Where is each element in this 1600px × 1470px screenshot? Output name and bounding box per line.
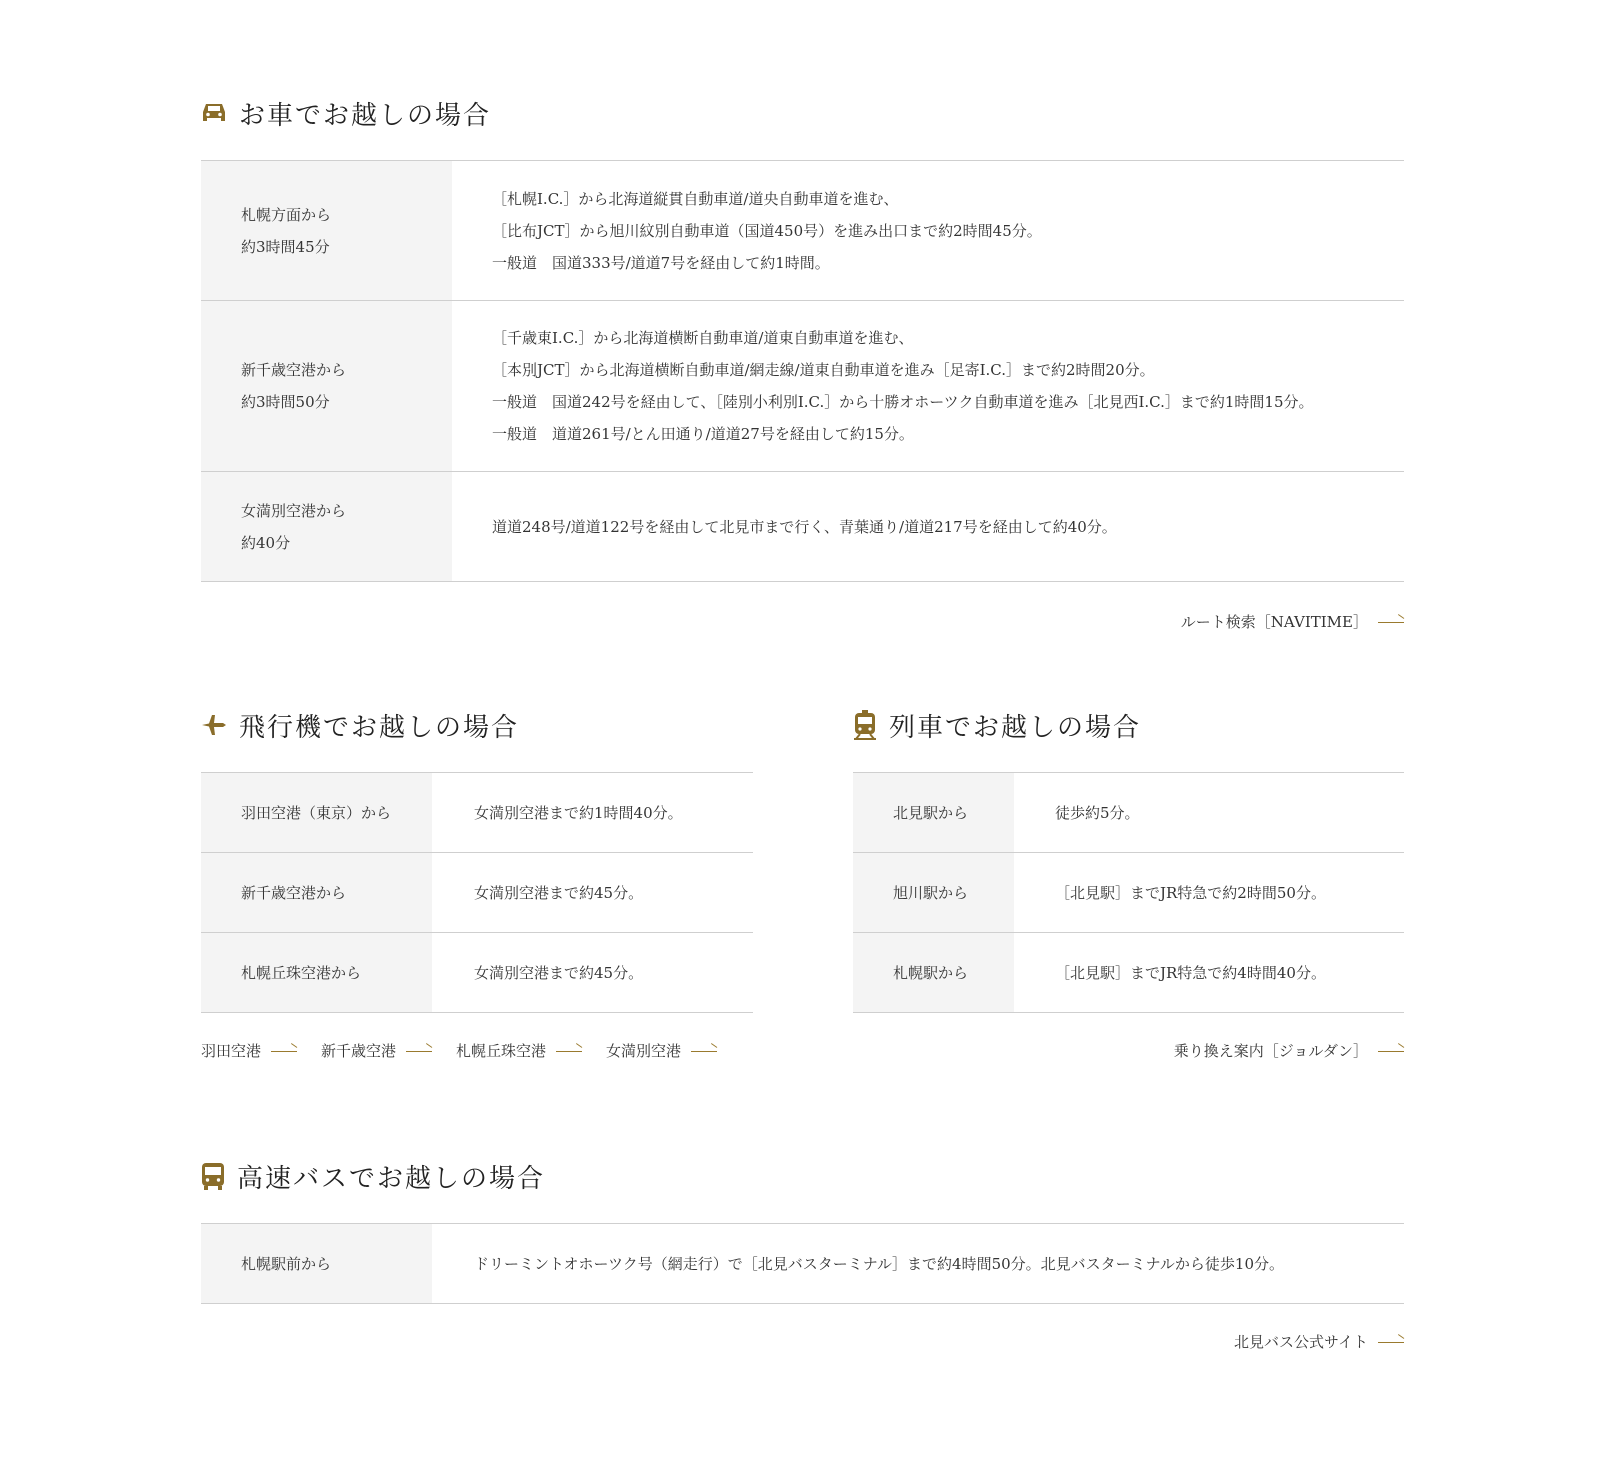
table-row [853, 853, 1404, 933]
row-detail: ［札幌I.C.］から北海道縦貫自動車道/道央自動車道を進む、 ［比布JCT］から旭川紋別自動車道（国道450号）を進み出口まで約2時間45分。 一般道 国道333号/道道7号を経由して約1時間。 [452, 161, 1404, 301]
train-table [853, 772, 1404, 1013]
bus-section [201, 1156, 1404, 1353]
bus-table [201, 1223, 1404, 1304]
row-detail: 女満別空港まで約45分。 [432, 853, 753, 933]
arrow-right-icon [406, 1046, 432, 1054]
row-detail: ［北見駅］までJR特急で約2時間50分。 [1014, 853, 1404, 933]
table-row [201, 161, 1404, 301]
row-detail: 道道248号/道道122号を経由して北見市まで行く、青葉通り/道道217号を経由して約40分。 [452, 472, 1404, 582]
plane-table [201, 772, 753, 1013]
car-section [201, 93, 1404, 633]
row-label: 札幌駅から [853, 933, 1014, 1013]
car-icon [201, 101, 227, 125]
arrow-right-icon [556, 1046, 582, 1054]
row-label: 羽田空港（東京）から [201, 773, 432, 853]
table-row [201, 773, 753, 853]
row-detail: ［千歳東I.C.］から北海道横断自動車道/道東自動車道を進む、 ［本別JCT］から北海道横断自動車道/網走線/道東自動車道を進み［足寄I.C.］まで約2時間20分。 一般道 国道242号を経由して、［陸別小利別I.C.］から十勝オホーツク自動車道を進み［北見西I.C.］まで約1時間15分。 一般道 道道261号/とん田通り/道道27号を経由して約15分。 [452, 301, 1404, 472]
haneda-link[interactable]: 羽田空港 [201, 1040, 297, 1061]
arrow-right-icon [271, 1046, 297, 1054]
arrow-right-icon [1378, 617, 1404, 625]
car-title: お車でお越しの場合 [239, 100, 492, 131]
row-detail: 徒歩約5分。 [1014, 773, 1404, 853]
train-heading [853, 705, 1404, 745]
kitami-bus-link[interactable]: 北見バス公式サイト [1234, 1331, 1404, 1352]
arrow-right-icon [1378, 1337, 1404, 1345]
table-row [853, 933, 1404, 1013]
table-row [853, 773, 1404, 853]
arrow-right-icon [691, 1046, 717, 1054]
row-detail: ドリーミントオホーツク号（網走行）で［北見バスターミナル］まで約4時間50分。北見バスターミナルから徒歩10分。 [432, 1224, 1404, 1304]
arrow-right-icon [1378, 1046, 1404, 1054]
plane-heading [201, 705, 753, 745]
okadama-link[interactable]: 札幌丘珠空港 [456, 1040, 582, 1061]
row-label: 札幌丘珠空港から [201, 933, 432, 1013]
table-row [201, 1224, 1404, 1304]
table-row [201, 472, 1404, 582]
bus-heading [201, 1156, 1404, 1196]
jorudan-link[interactable]: 乗り換え案内［ジョルダン］ [1174, 1040, 1404, 1061]
navitime-link[interactable]: ルート検索［NAVITIME］ [1181, 611, 1404, 632]
row-label: 女満別空港から 約40分 [201, 472, 452, 582]
row-label: 新千歳空港から 約3時間50分 [201, 301, 452, 472]
row-label: 札幌方面から 約3時間45分 [201, 161, 452, 301]
train-section [853, 705, 1404, 1062]
row-label: 札幌駅前から [201, 1224, 432, 1304]
table-row [201, 301, 1404, 472]
car-heading [201, 93, 1404, 133]
bus-icon [201, 1162, 225, 1190]
row-label: 新千歳空港から [201, 853, 432, 933]
row-label: 旭川駅から [853, 853, 1014, 933]
new-chitose-link[interactable]: 新千歳空港 [321, 1040, 432, 1061]
train-title: 列車でお越しの場合 [889, 712, 1142, 743]
bus-title: 高速バスでお越しの場合 [237, 1163, 546, 1194]
plane-title: 飛行機でお越しの場合 [239, 712, 520, 743]
row-detail: 女満別空港まで約45分。 [432, 933, 753, 1013]
car-table [201, 160, 1404, 582]
row-label: 北見駅から [853, 773, 1014, 853]
airplane-icon [201, 712, 227, 738]
row-detail: 女満別空港まで約1時間40分。 [432, 773, 753, 853]
table-row [201, 933, 753, 1013]
memanbetsu-link[interactable]: 女満別空港 [606, 1040, 717, 1061]
table-row [201, 853, 753, 933]
row-detail: ［北見駅］までJR特急で約4時間40分。 [1014, 933, 1404, 1013]
train-icon [853, 710, 877, 740]
plane-section [201, 705, 753, 1062]
